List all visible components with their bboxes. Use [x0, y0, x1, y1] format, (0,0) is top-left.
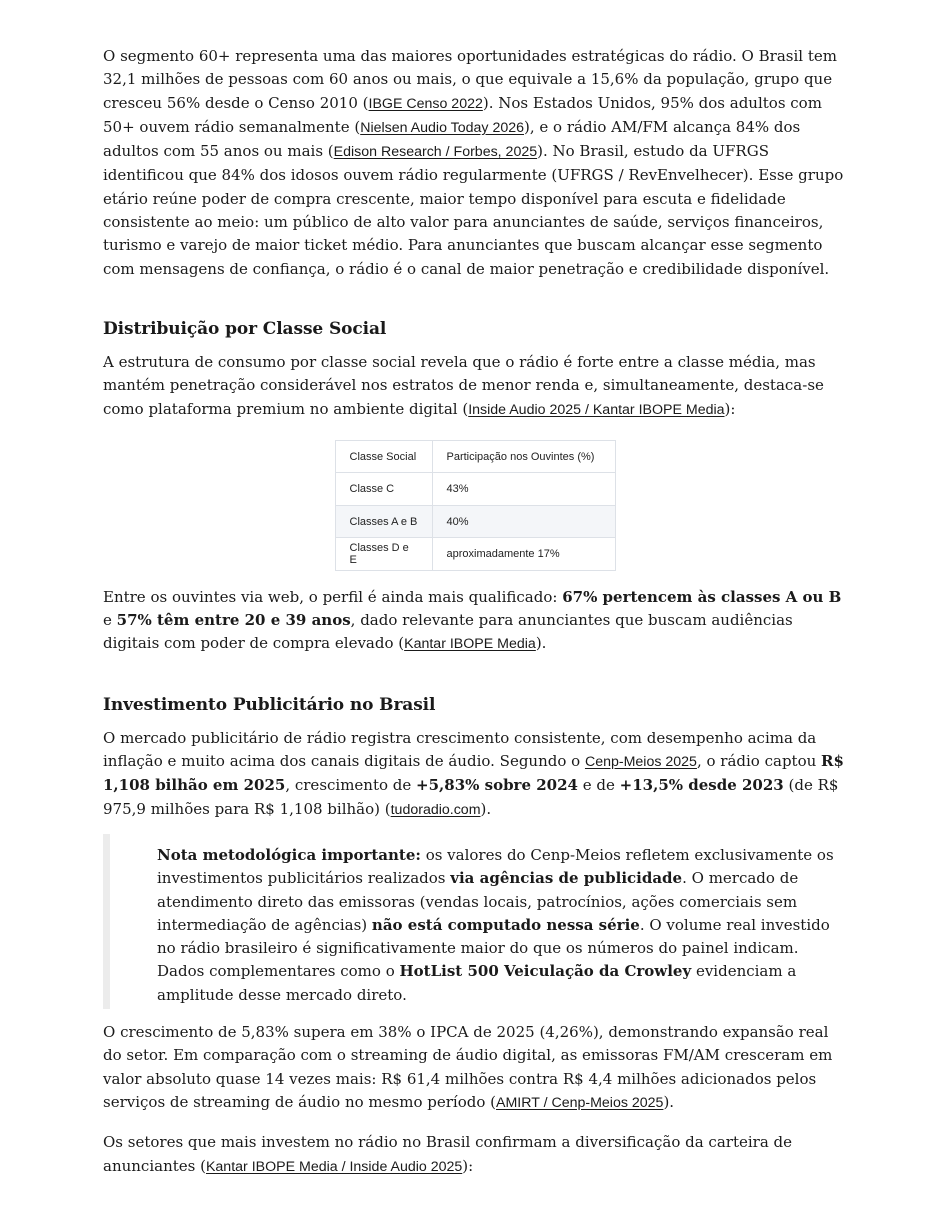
table-cell: Classe C: [335, 473, 432, 506]
section-heading-investimento: Investimento Publicitário no Brasil: [103, 694, 436, 715]
text-span: O crescimento de 5,83% supera em 38% o IPCA de 2025 (4,26%), demonstrando expansão real do setor. Em comparação com o streaming de áudio digital, as emissoras FM/AM cresceram em valor absoluto quase 14 vezes mais: R$ 61,4 milhões contra R$ 4,4 milhões adicionados pelos serviços de streaming de áudio no mesmo período (: [103, 1023, 833, 1111]
text-span: Os setores que mais investem no rádio no Brasil confirmam a diversificação da carteira de anunciantes (: [103, 1133, 793, 1175]
source-link-cenp-meios[interactable]: Cenp-Meios 2025: [584, 754, 697, 771]
text-span: O segmento 60+ representa uma das maiores oportunidades estratégicas do rádio. O Brasil tem 32,1 milhões de pessoas com 60 anos ou mais, o que equivale a 15,6% da população, grupo que cresceu 56% desde o Censo 2010 (: [103, 47, 837, 112]
bold-text: +5,83% sobre 2024: [416, 776, 578, 795]
classe-paragraph: [103, 351, 847, 422]
text-span: ), e o rádio AM/FM alcança 84% dos adultos com 55 anos ou mais (: [103, 117, 801, 161]
source-link-kantar[interactable]: Kantar IBOPE Media: [404, 636, 536, 653]
text-span: ). No Brasil, estudo da UFRGS identificou que 84% dos idosos ouvem rádio regularmente (UFRGS / RevEnvelhecer). Esse grupo etário reúne poder de compra crescente, maior tempo disponível para escuta e fidelidade consistente ao meio: um público de alto valor para anunciantes de saúde, serviços financeiros, turismo e varejo de maior ticket médio. Para anunciantes que buscam alcançar esse segmento com mensagens de confiança, o rádio é o canal de maior penetração e credibilidade disponível.: [103, 142, 844, 278]
sectors-paragraph: [103, 1131, 847, 1179]
text-span: , dado relevante para anunciantes que buscam audiências digitais com poder de compra elevado (: [103, 611, 793, 653]
text-span: e: [103, 611, 117, 630]
source-link-tudoradio[interactable]: tudoradio.com: [390, 801, 481, 818]
text-span: A estrutura de consumo por classe social revela que o rádio é forte entre a classe média, mas mantém penetração considerável nos estratos de menor renda e, simultaneamente, destaca-se como plataforma premium no ambiente digital (: [103, 352, 824, 418]
table-cell: 40%: [432, 505, 615, 538]
classe-social-table: [335, 440, 616, 571]
table-row: [335, 505, 615, 538]
table-cell: Classes D e E: [335, 538, 432, 571]
growth-paragraph: [103, 1021, 847, 1115]
text-span: ):: [462, 1156, 474, 1175]
source-link-ibge[interactable]: IBGE Censo 2022: [368, 95, 483, 112]
source-link-nielsen[interactable]: Nielsen Audio Today 2026: [360, 119, 525, 136]
source-link-inside-audio[interactable]: Inside Audio 2025 / Kantar IBOPE Media: [468, 401, 725, 418]
investimento-paragraph: [103, 727, 847, 822]
text-span: , crescimento de: [285, 776, 417, 795]
table-header-cell: Participação nos Ouvintes (%): [432, 440, 615, 473]
source-link-edison[interactable]: Edison Research / Forbes, 2025: [333, 144, 538, 161]
text-span: , o rádio captou: [696, 752, 822, 771]
table-header-row: [335, 440, 615, 473]
table-cell: Classes A e B: [335, 505, 432, 538]
web-listeners-paragraph: [103, 586, 847, 657]
bold-text: R$ 1,108 bilhão em 2025: [103, 752, 844, 795]
text-span: evidenciam a amplitude desse mercado direto.: [157, 962, 797, 1004]
bold-text: 67% pertencem às classes A ou B: [562, 587, 842, 606]
bold-text: 57% têm entre 20 e 39 anos: [116, 611, 351, 630]
bold-text: Nota metodológica importante:: [157, 845, 421, 864]
methodology-note: [103, 834, 847, 1009]
classe-table-wrapper: [103, 440, 847, 571]
table-row: [335, 473, 615, 506]
text-span: . O volume real investido no rádio brasileiro é significativamente maior do que os números do painel indicam. Dados complementares como o: [157, 915, 830, 981]
table-header-cell: Classe Social: [335, 440, 432, 473]
table-cell: aproximadamente 17%: [432, 538, 615, 571]
text-span: . O mercado de atendimento direto das emissoras (vendas locais, patrocínios, ações comerciais sem intermediação de agências): [157, 869, 799, 934]
methodology-note-text: [157, 844, 847, 1007]
text-span: ).: [663, 1092, 675, 1111]
text-span: ):: [724, 399, 736, 418]
table-row: [335, 538, 615, 571]
text-span: ). Nos Estados Unidos, 95% dos adultos com 50+ ouvem rádio semanalmente (: [103, 93, 822, 136]
bold-text: via agências de publicidade: [450, 869, 683, 888]
table-cell: 43%: [432, 473, 615, 506]
bold-text: HotList 500 Veiculação da Crowley: [399, 962, 692, 981]
bold-text: não está computado nessa série: [371, 915, 640, 934]
text-span: ).: [480, 799, 492, 818]
text-span: Entre os ouvintes via web, o perfil é ainda mais qualificado:: [103, 587, 563, 606]
intro-paragraph: [103, 45, 847, 281]
source-link-amirt[interactable]: AMIRT / Cenp-Meios 2025: [496, 1094, 664, 1111]
section-heading-classe-social: Distribuição por Classe Social: [103, 318, 387, 339]
source-link-kantar-inside-audio[interactable]: Kantar IBOPE Media / Inside Audio 2025: [205, 1158, 463, 1175]
text-span: (de R$ 975,9 milhões para R$ 1,108 bilhão) (: [103, 776, 839, 818]
text-span: os valores do Cenp-Meios refletem exclusivamente os investimentos publicitários realizados: [157, 845, 834, 888]
text-span: ).: [535, 634, 547, 653]
text-span: O mercado publicitário de rádio registra crescimento consistente, com desempenho acima da inflação e muito acima dos canais digitais de áudio. Segundo o: [103, 728, 817, 771]
text-span: e de: [577, 776, 620, 795]
bold-text: +13,5% desde 2023: [619, 776, 784, 795]
